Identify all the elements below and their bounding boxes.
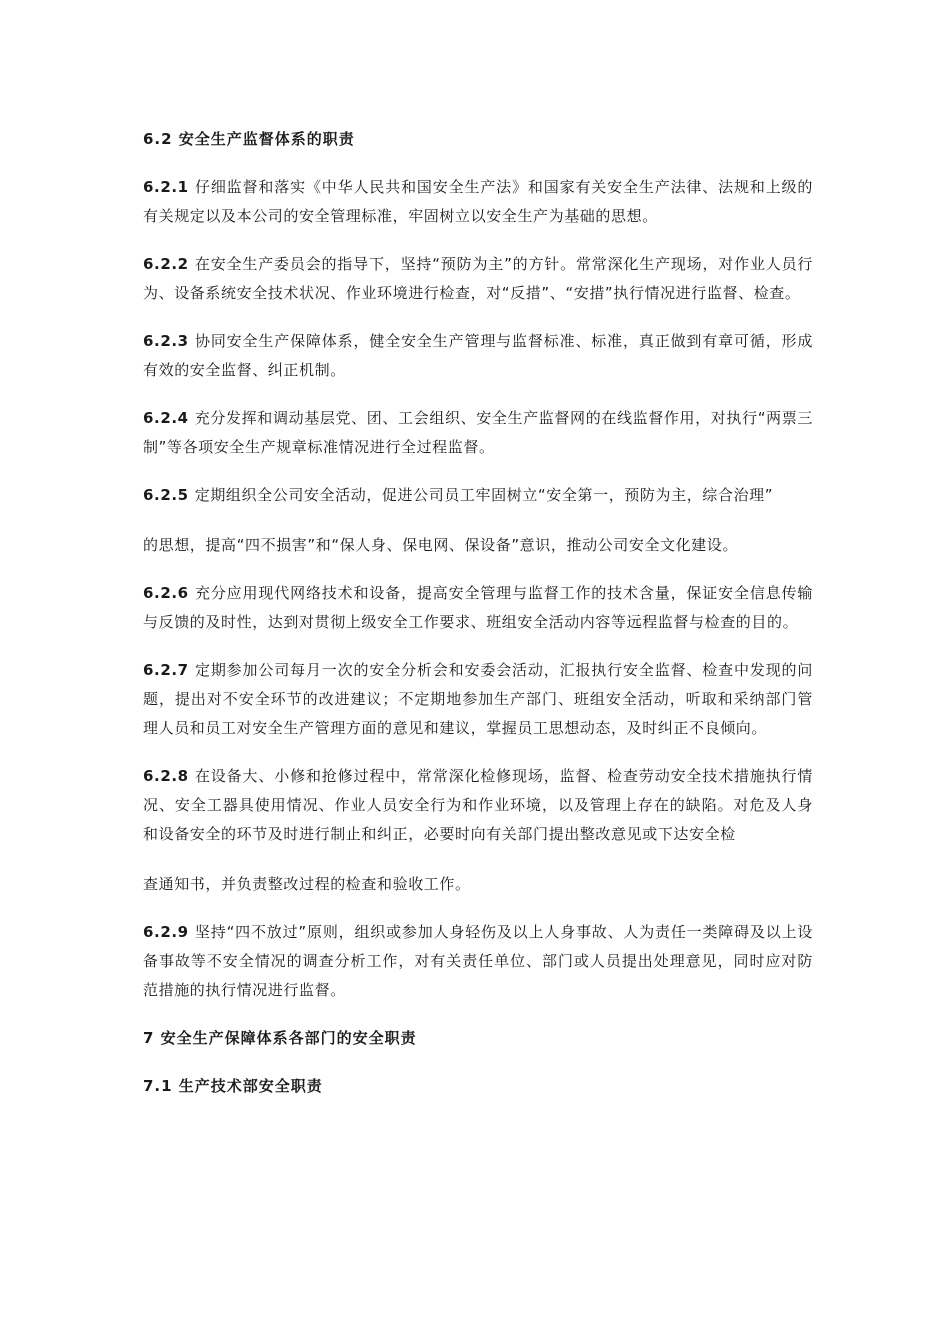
section-heading-6-2: 6.2 安全生产监督体系的职责: [143, 130, 355, 148]
clause-6-2-5-continued: [143, 531, 813, 560]
section-heading-7: 7 安全生产保障体系各部门的安全职责: [143, 1029, 417, 1047]
clause-text: 充分应用现代网络技术和设备，提高安全管理与监督工作的技术含量，保证安全信息传输与反馈的及时性，达到对贯彻上级安全工作要求、班组安全活动内容等远程监督与检查的目的。: [143, 584, 813, 631]
clause-text: 的思想，提高“四不损害”和“保人身、保电网、保设备”意识，推动公司安全文化建设。: [143, 536, 739, 554]
clause-text: 坚持“四不放过”原则，组织或参加人身轻伤及以上人身事故、人为责任一类障碍及以上设备事故等不安全情况的调查分析工作，对有关责任单位、部门或人员提出处理意见，同时应对防范措施的执行情况进行监督。: [143, 923, 813, 999]
clause-number: 6.2.1: [143, 178, 189, 196]
clause-number: 6.2.9: [143, 923, 189, 941]
clause-number: 6.2.8: [143, 767, 189, 785]
section-heading-7-1: 7.1 生产技术部安全职责: [143, 1077, 323, 1095]
clause-6-2-9: [143, 918, 813, 1005]
clause-text: 在安全生产委员会的指导下，坚持“预防为主”的方针。常常深化生产现场，对作业人员行为、设备系统安全技术状况、作业环境进行检查，对“反措”、“安措”执行情况进行监督、检查。: [143, 255, 813, 302]
clause-number: 6.2.6: [143, 584, 189, 602]
clause-6-2-7: [143, 656, 813, 743]
clause-6-2-3: [143, 327, 813, 385]
clause-number: 6.2.5: [143, 486, 189, 504]
clause-text: 在设备大、小修和抢修过程中，常常深化检修现场，监督、检查劳动安全技术措施执行情况、安全工器具使用情况、作业人员安全行为和作业环境，以及管理上存在的缺陷。对危及人身和设备安全的环节及时进行制止和纠正，必要时向有关部门提出整改意见或下达安全检: [143, 767, 813, 843]
clause-6-2-8: [143, 762, 813, 849]
clause-text: 协同安全生产保障体系，健全安全生产管理与监督标准、标准，真正做到有章可循，形成有效的安全监督、纠正机制。: [143, 332, 813, 379]
clause-text: 查通知书，并负责整改过程的检查和验收工作。: [143, 875, 471, 893]
clause-text: 定期组织全公司安全活动，促进公司员工牢固树立“安全第一，预防为主，综合治理”: [194, 486, 774, 504]
clause-6-2-4: [143, 404, 813, 462]
clause-text: 充分发挥和调动基层党、团、工会组织、安全生产监督网的在线监督作用，对执行“两票三制”等各项安全生产规章标准情况进行全过程监督。: [143, 409, 813, 456]
clause-6-2-8-continued: [143, 870, 813, 899]
clause-6-2-5: [143, 481, 813, 510]
clause-text: 定期参加公司每月一次的安全分析会和安委会活动，汇报执行安全监督、检查中发现的问题，提出对不安全环节的改进建议；不定期地参加生产部门、班组安全活动，听取和采纳部门管理人员和员工对安全生产管理方面的意见和建议，掌握员工思想动态，及时纠正不良倾向。: [143, 661, 813, 737]
clause-number: 6.2.7: [143, 661, 189, 679]
clause-6-2-1: [143, 173, 813, 231]
document-body: [143, 125, 813, 1101]
clause-6-2-2: [143, 250, 813, 308]
clause-text: 仔细监督和落实《中华人民共和国安全生产法》和国家有关安全生产法律、法规和上级的有关规定以及本公司的安全管理标准，牢固树立以安全生产为基础的思想。: [143, 178, 813, 225]
clause-number: 6.2.4: [143, 409, 189, 427]
clause-number: 6.2.3: [143, 332, 189, 350]
clause-number: 6.2.2: [143, 255, 189, 273]
clause-6-2-6: [143, 579, 813, 637]
